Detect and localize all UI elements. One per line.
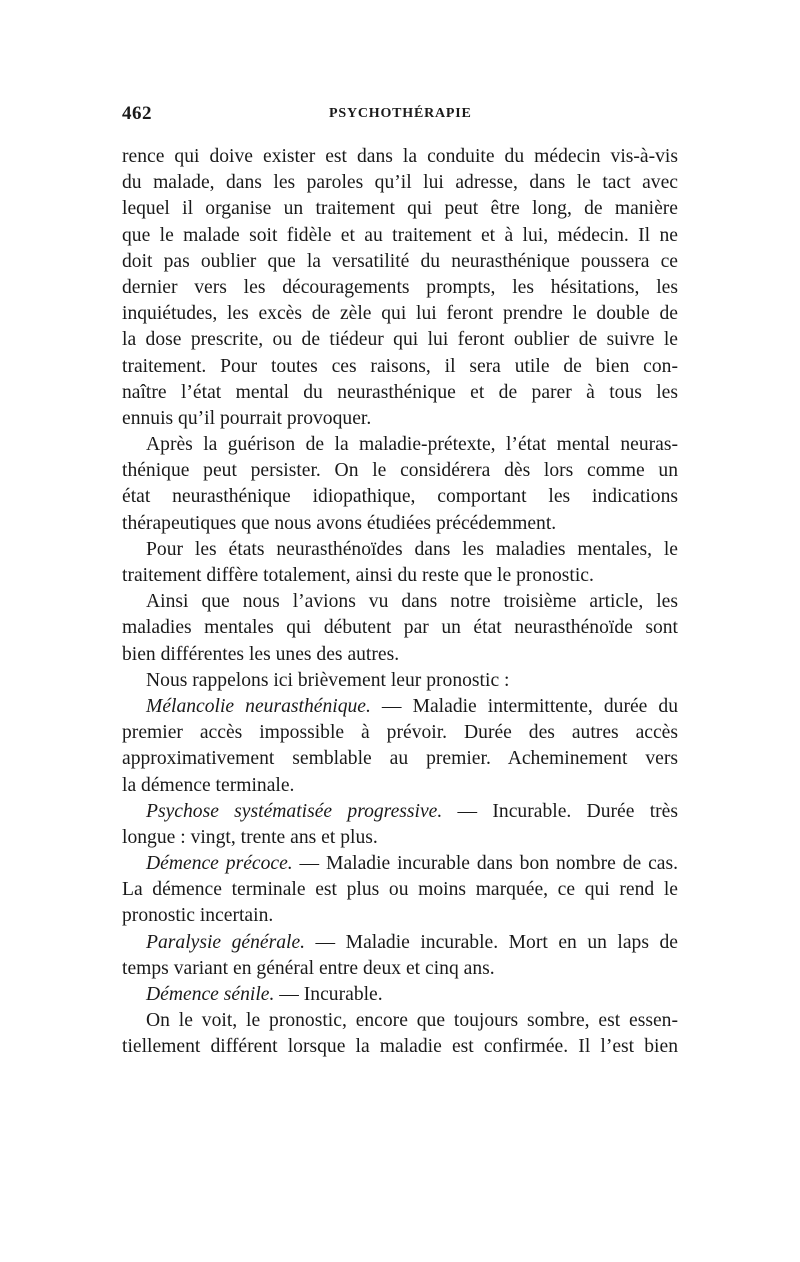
text-line: Mélancolie neurasthénique. — Maladie intermittente, durée du bbox=[146, 695, 678, 717]
text-line: thérapeutiques que nous avons étudiées précédemment. bbox=[122, 512, 557, 534]
text-line: premier accès impossible à prévoir. Durée des autres accès bbox=[122, 722, 678, 744]
text-line: maladies mentales qui débutent par un état neurasthénoïde sont bbox=[122, 617, 678, 639]
text-line: On le voit, le pronostic, encore que toujours sombre, est essen- bbox=[146, 1010, 678, 1032]
text-line: la dose prescrite, ou de tiédeur qui lui feront oublier de suivre le bbox=[122, 329, 678, 351]
text-line: inquiétudes, les excès de zèle qui lui feront prendre le double de bbox=[122, 303, 678, 325]
text-line: La démence terminale est plus ou moins marquée, ce qui rend le bbox=[122, 879, 678, 901]
text-line: Nous rappelons ici brièvement leur pronostic : bbox=[146, 669, 510, 691]
text-line: ennuis qu’il pourrait provoquer. bbox=[122, 407, 372, 429]
text-line: naître l’état mental du neurasthénique et de parer à tous les bbox=[122, 381, 678, 403]
text-line: doit pas oublier que la versatilité du neurasthénique poussera ce bbox=[122, 250, 678, 272]
text-line: Paralysie générale. — Maladie incurable. Mort en un laps de bbox=[146, 931, 678, 953]
text-line: Après la guérison de la maladie-prétexte, l’état mental neuras- bbox=[146, 434, 678, 456]
text-line: Démence précoce. — Maladie incurable dans bon nombre de cas. bbox=[146, 853, 678, 875]
text-line: Ainsi que nous l’avions vu dans notre troisième article, les bbox=[146, 591, 678, 613]
text-line: lequel il organise un traitement qui peut être long, de manière bbox=[122, 198, 678, 220]
text-line: tiellement différent lorsque la maladie est confirmée. Il l’est bien bbox=[122, 1036, 678, 1058]
text-line: traitement diffère totalement, ainsi du reste que le pronostic. bbox=[122, 565, 594, 586]
text-line: que le malade soit fidèle et au traitement et à lui, médecin. Il ne bbox=[122, 224, 678, 246]
text-line: la démence terminale. bbox=[122, 774, 295, 796]
text-line: du malade, dans les paroles qu’il lui adresse, dans le tact avec bbox=[122, 172, 678, 194]
text-line: rence qui doive exister est dans la conduite du médecin vis-à-vis bbox=[122, 146, 678, 167]
text-line: thénique peut persister. On le considérera dès lors comme un bbox=[122, 460, 678, 482]
text-line: état neurasthénique idiopathique, comportant les indications bbox=[122, 486, 678, 508]
page-number: 462 bbox=[122, 103, 152, 124]
body-text bbox=[122, 144, 678, 1061]
text-line: bien différentes les unes des autres. bbox=[122, 643, 400, 665]
text-line: approximativement semblable au premier. Acheminement vers bbox=[122, 748, 678, 770]
text-line: temps variant en général entre deux et cinq ans. bbox=[122, 957, 495, 979]
text-line: dernier vers les découragements prompts, les hésitations, les bbox=[122, 276, 678, 298]
text-line: Psychose systématisée progressive. — Incurable. Durée très bbox=[146, 800, 678, 822]
text-line: Démence sénile. — Incurable. bbox=[146, 984, 383, 1005]
text-line: longue : vingt, trente ans et plus. bbox=[122, 826, 378, 848]
text-line: traitement. Pour toutes ces raisons, il sera utile de bien con- bbox=[122, 355, 678, 377]
text-line: Pour les états neurasthénoïdes dans les maladies mentales, le bbox=[146, 538, 678, 560]
running-title: PSYCHOTHÉRAPIE bbox=[329, 106, 472, 121]
text-line: pronostic incertain. bbox=[122, 905, 274, 927]
running-head bbox=[122, 103, 678, 127]
